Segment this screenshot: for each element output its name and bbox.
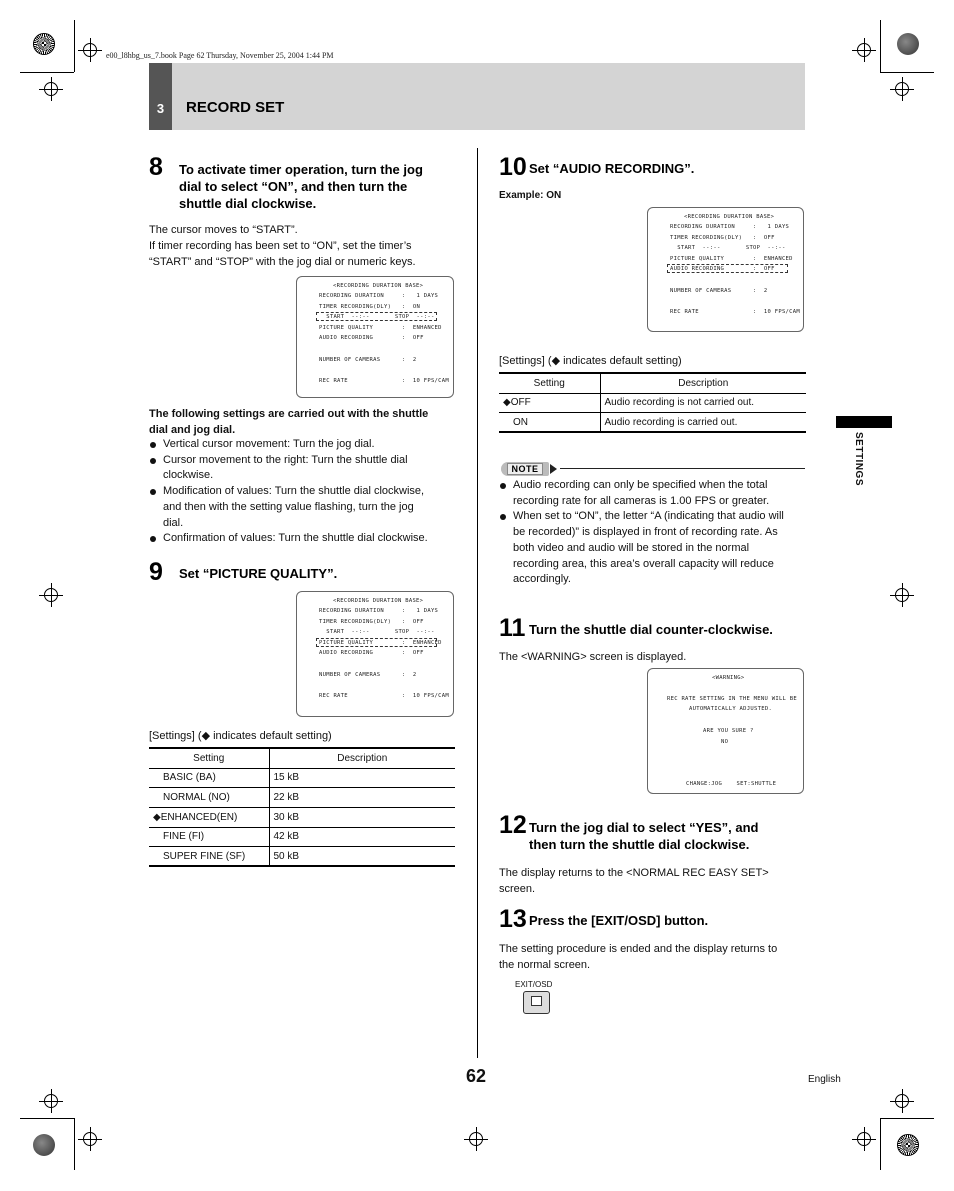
list-item-cont: both video and audio will be stored in the normal <box>513 541 750 554</box>
exit-osd-button-icon <box>523 991 550 1014</box>
crop-mark <box>20 72 74 73</box>
table-header: Description <box>269 748 455 768</box>
step-13-text: The setting procedure is ended and the display returns to the normal screen. <box>499 943 778 971</box>
list-item: When set to “ON”, the letter “A (indicating that audio will <box>499 509 809 525</box>
step-9-number: 9 <box>149 558 163 586</box>
table-row: SUPER FINE (SF) 50 kB <box>149 847 455 867</box>
table-header: Description <box>600 373 806 393</box>
shuttle-bullets <box>149 437 459 547</box>
table-row: NORMAL (NO) 22 kB <box>149 788 455 808</box>
note-bullets <box>499 478 809 588</box>
color-mark-bl <box>33 1134 55 1156</box>
settings-caption-9: [Settings] (◆ indicates default setting) <box>149 730 332 742</box>
step-8-number: 8 <box>149 153 163 181</box>
table-header-row <box>499 373 806 393</box>
table-header-row <box>149 748 455 768</box>
step-11-text: The <WARNING> screen is displayed. <box>499 651 687 663</box>
exit-osd-label: EXIT/OSD <box>515 980 553 989</box>
registration-mark <box>469 1132 483 1146</box>
shuttle-intro: The following settings are carried out with the shuttle dial and jog dial. <box>149 408 429 436</box>
screen-timer-start: <RECORDING DURATION BASE> RECORDING DURATION : 1 DAYS TIMER RECORDING(DLY) : ON START --:-- STOP --:-- PICTURE QUALITY : ENHANCED AUDIO RECORDING : OFF NUMBER OF CAMERAS : 2 REC RATE : 10 FPS/CAM <box>296 276 454 398</box>
side-tab <box>836 416 892 428</box>
color-mark-tr <box>897 33 919 55</box>
list-item-cont: and then with the setting value flashing, turn the jog <box>163 500 414 513</box>
step-8-text: The cursor moves to “START”. If timer recording has been set to “ON”, set the timer’s “START” and “STOP” with the jog dial or numeric keys. <box>149 224 416 268</box>
step-13-number: 13 <box>499 905 527 933</box>
registration-mark <box>895 1094 909 1108</box>
column-divider <box>477 148 478 1058</box>
table-row: ◆ENHANCED(EN) 30 kB <box>149 807 455 827</box>
step-12-text: The display returns to the <NORMAL REC EASY SET> screen. <box>499 867 769 895</box>
list-item: Confirmation of values: Turn the shuttle dial clockwise. <box>149 531 459 547</box>
registration-mark <box>83 43 97 57</box>
step-9-title: Set “PICTURE QUALITY”. <box>179 566 338 581</box>
list-item-cont: accordingly. <box>513 573 571 586</box>
cursor-selection <box>667 264 788 273</box>
cursor-selection <box>316 638 437 647</box>
registration-mark <box>44 82 58 96</box>
note-arrow-icon <box>550 464 557 474</box>
list-item-cont: recording rate for all cameras is 1.00 FPS or greater. <box>513 494 770 507</box>
screen-picture-quality: <RECORDING DURATION BASE> RECORDING DURATION : 1 DAYS TIMER RECORDING(DLY) : OFF START --:-- STOP --:-- PICTURE QUALITY : ENHANCED AUDIO RECORDING : OFF NUMBER OF CAMERAS : 2 REC RATE : 10 FPS/CAM <box>296 591 454 717</box>
crop-mark <box>74 20 75 72</box>
crop-mark <box>880 72 934 73</box>
step-10-title: Set “AUDIO RECORDING”. <box>529 161 695 176</box>
registration-mark <box>857 1132 871 1146</box>
list-item-cont: dial. <box>163 516 184 529</box>
screen-warning: <WARNING> REC RATE SETTING IN THE MENU WILL BE AUTOMATICALLY ADJUSTED. ARE YOU SURE ? NO CHANGE:JOG SET:SHUTTLE <box>647 668 804 794</box>
list-item: Audio recording can only be specified when the total <box>499 478 809 494</box>
crop-mark <box>20 1118 74 1119</box>
audio-recording-table <box>499 372 806 433</box>
registration-mark <box>857 43 871 57</box>
table-row: ON Audio recording is carried out. <box>499 413 806 433</box>
registration-mark <box>83 1132 97 1146</box>
language-label: English <box>808 1074 841 1085</box>
crop-mark <box>880 1118 934 1119</box>
list-item: Vertical cursor movement: Turn the jog dial. <box>149 437 459 453</box>
chapter-title: RECORD SET <box>186 99 285 116</box>
book-info: e00_l8hbg_us_7.book Page 62 Thursday, November 25, 2004 1:44 PM <box>106 51 334 60</box>
side-label: SETTINGS <box>853 432 864 487</box>
list-item: Cursor movement to the right: Turn the shuttle dial <box>149 453 459 469</box>
table-header: Setting <box>149 748 269 768</box>
list-item: Modification of values: Turn the shuttle dial clockwise, <box>149 484 459 500</box>
picture-quality-table <box>149 747 455 867</box>
table-row: FINE (FI) 42 kB <box>149 827 455 847</box>
note-badge: NOTE <box>501 462 549 476</box>
starburst-mark-br <box>897 1134 919 1156</box>
registration-mark <box>895 82 909 96</box>
registration-mark <box>44 1094 58 1108</box>
step-13-title: Press the [EXIT/OSD] button. <box>529 913 709 928</box>
header-band <box>149 63 805 130</box>
starburst-mark-tl <box>33 33 55 55</box>
step-12-number: 12 <box>499 811 527 839</box>
chapter-number: 3 <box>149 63 172 130</box>
table-row: ◆OFF Audio recording is not carried out. <box>499 393 806 413</box>
screen-audio-recording: <RECORDING DURATION BASE> RECORDING DURATION : 1 DAYS TIMER RECORDING(DLY) : OFF START --:-- STOP --:-- PICTURE QUALITY : ENHANCED AUDIO RECORDING : OFF NUMBER OF CAMERAS : 2 REC RATE : 10 FPS/CAM <box>647 207 804 332</box>
registration-mark <box>895 588 909 602</box>
crop-mark <box>880 1118 881 1170</box>
list-item-cont: be recorded)” is displayed in front of recording rate. As <box>513 526 778 539</box>
registration-mark <box>44 588 58 602</box>
step-8-title: To activate timer operation, turn the jog dial to select “ON”, and then turn the shuttle dial clockwise. <box>179 162 423 211</box>
step-12-title: Turn the jog dial to select “YES”, and then turn the shuttle dial clockwise. <box>529 820 759 852</box>
settings-caption-10: [Settings] (◆ indicates default setting) <box>499 355 682 367</box>
table-header: Setting <box>499 373 600 393</box>
example-label: Example: ON <box>499 190 562 201</box>
crop-mark <box>880 20 881 72</box>
step-11-number: 11 <box>499 614 526 642</box>
list-item-cont: recording area, this area’s overall capacity will reduce <box>513 557 774 570</box>
note-rule <box>560 468 805 469</box>
step-10-number: 10 <box>499 153 527 181</box>
list-item-cont: clockwise. <box>163 469 214 482</box>
cursor-selection <box>316 312 437 321</box>
crop-mark <box>74 1118 75 1170</box>
page-number: 62 <box>466 1066 487 1086</box>
step-11-title: Turn the shuttle dial counter-clockwise. <box>529 622 773 637</box>
table-row: BASIC (BA) 15 kB <box>149 768 455 788</box>
